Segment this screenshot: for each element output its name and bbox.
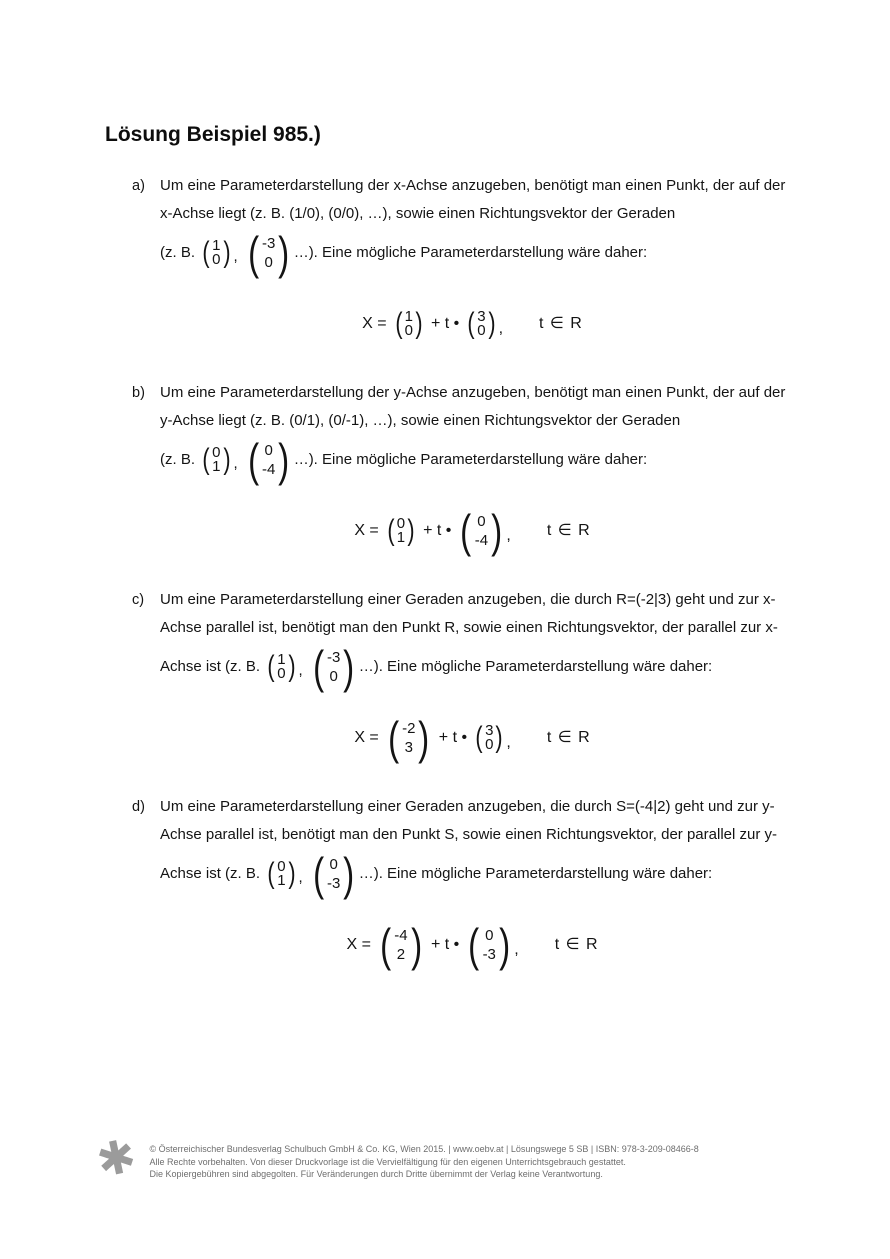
vector-bottom-entry: 1 <box>277 872 286 889</box>
vector-bottom-entry: 0 <box>277 665 286 682</box>
right-paren: ) <box>499 919 511 971</box>
direction-vector <box>466 309 496 339</box>
vector-entries <box>261 234 276 272</box>
text-fragment: (z. B. <box>160 244 200 261</box>
paragraph-line: Achse parallel ist, benötigt man den Punkt S, sowie einen Richtungsvektor, der parallel zur y- <box>160 826 777 843</box>
vector-bottom-entry: 0 <box>264 254 273 271</box>
text-fragment: (z. B. <box>160 451 200 468</box>
part-label: b) <box>132 385 145 401</box>
left-paren: ( <box>267 650 275 683</box>
text-fragment: …). Eine mögliche Parameterdarstellung wäre daher: <box>358 865 713 882</box>
vector-bottom-entry: 1 <box>212 458 221 475</box>
solution-part-a <box>132 172 804 373</box>
right-paren: ) <box>278 227 290 279</box>
right-paren: ) <box>343 641 355 693</box>
copyright-text <box>150 1136 699 1181</box>
text-fragment: …). Eine mögliche Parameterdarstellung wäre daher: <box>293 451 648 468</box>
left-paren: ( <box>247 227 259 279</box>
equation-comma: , <box>506 734 511 751</box>
equation-comma: , <box>498 320 504 337</box>
vector-bottom-entry: -3 <box>327 875 341 892</box>
vector-top-entry: 1 <box>212 237 221 254</box>
vector-entries <box>474 512 489 550</box>
vector-entries <box>404 310 414 338</box>
column-vector <box>246 434 292 486</box>
left-paren: ( <box>247 434 259 486</box>
solution-part-b <box>132 379 804 580</box>
equation-operator: + t • <box>423 522 452 539</box>
paragraph-line-with-vectors <box>160 228 804 278</box>
column-vector <box>266 652 296 682</box>
text-fragment: Achse ist (z. B. <box>160 865 265 882</box>
separator-comma: , <box>298 869 303 886</box>
right-paren: ) <box>491 505 503 557</box>
equation-lhs: X = <box>346 936 371 953</box>
separator-comma: , <box>233 455 238 472</box>
vector-bottom-entry: 0 <box>329 668 338 685</box>
vector-entries <box>276 860 286 888</box>
vector-entries <box>393 926 408 964</box>
vector-bottom-entry: 1 <box>396 529 406 546</box>
vector-bottom-entry: 2 <box>396 946 406 963</box>
right-paren: ) <box>418 712 430 764</box>
paragraph-line-with-vectors <box>160 435 804 485</box>
right-paren: ) <box>287 650 296 683</box>
equation-operator: + t • <box>430 315 460 332</box>
right-paren: ) <box>495 721 504 754</box>
left-paren: ( <box>468 919 480 971</box>
vector-entries <box>482 926 497 964</box>
copyright-line: © Österreichischer Bundesverlag Schulbuch GmbH & Co. KG, Wien 2015. | www.oebv.at | Lösungswege 5 SB | ISBN: 978-3-209-08466-8 <box>149 1144 699 1154</box>
point-vector <box>394 309 424 339</box>
parameter-domain: t ∈ R <box>546 729 591 746</box>
vector-bottom-entry: -4 <box>474 532 489 549</box>
column-vector <box>246 227 292 279</box>
copyright-line: Die Kopiergebühren sind abgegolten. Für Veränderungen durch Dritte übernimmt der Verlag keine Verantwortung. <box>149 1169 603 1179</box>
vector-bottom-entry: 0 <box>212 251 221 268</box>
column-vector <box>311 641 357 693</box>
direction-vector <box>458 505 504 557</box>
equation-formula <box>357 309 503 339</box>
parameter-equation <box>160 505 804 557</box>
text-fragment: …). Eine mögliche Parameterdarstellung wäre daher: <box>358 658 713 675</box>
equation-lhs: X = <box>362 315 387 332</box>
vector-top-entry: -3 <box>262 235 276 252</box>
left-paren: ( <box>467 307 475 340</box>
parameter-equation <box>160 712 804 764</box>
left-paren: ( <box>387 712 399 764</box>
part-body <box>160 586 804 787</box>
part-body <box>160 793 804 994</box>
point-vector <box>378 919 424 971</box>
paragraph-line-with-vectors <box>160 642 804 692</box>
vector-top-entry: 0 <box>329 856 338 873</box>
equation-formula <box>349 505 511 557</box>
left-paren: ( <box>312 848 324 900</box>
right-paren: ) <box>343 848 355 900</box>
right-paren: ) <box>407 514 415 547</box>
vector-entries <box>326 855 341 893</box>
vector-bottom-entry: -3 <box>482 946 496 963</box>
vector-top-entry: 0 <box>477 513 486 530</box>
left-paren: ( <box>312 641 324 693</box>
parameter-domain: t ∈ R <box>539 315 583 332</box>
right-paren: ) <box>222 236 231 269</box>
vector-entries <box>326 648 341 686</box>
left-paren: ( <box>202 236 210 269</box>
paragraph-line: Um eine Parameterdarstellung einer Geraden anzugeben, die durch S=(-4|2) geht und zur y- <box>160 798 775 815</box>
publisher-footer <box>92 1128 699 1188</box>
paragraph-line: x-Achse liegt (z. B. (1/0), (0/0), …), sowie einen Richtungsvektor der Geraden <box>160 205 676 222</box>
right-paren: ) <box>415 307 423 340</box>
paragraph-line-with-vectors <box>160 849 804 899</box>
equation-formula <box>341 919 519 971</box>
parameter-domain: t ∈ R <box>554 936 599 953</box>
vector-entries <box>396 517 406 545</box>
vector-top-entry: 0 <box>396 515 406 532</box>
vector-bottom-entry: 3 <box>404 739 413 756</box>
vector-bottom-entry: 0 <box>477 322 486 339</box>
solution-part-d <box>132 793 804 994</box>
left-paren: ( <box>202 443 210 476</box>
part-label: a) <box>132 178 145 194</box>
vector-entries <box>401 719 416 757</box>
copyright-line: Alle Rechte vorbehalten. Von dieser Druckvorlage ist die Vervielfältigung für den eigenen Unterrichtsgebrauch gestattet. <box>149 1156 626 1167</box>
oebv-asterisk-logo-icon: ✱ <box>92 1128 141 1188</box>
parameter-domain: t ∈ R <box>546 522 591 539</box>
text-fragment: Achse ist (z. B. <box>160 658 265 675</box>
vector-bottom-entry: 0 <box>404 322 413 339</box>
part-label: c) <box>132 592 145 608</box>
equation-lhs: X = <box>354 522 379 539</box>
column-vector <box>201 238 231 268</box>
vector-entries <box>261 441 276 479</box>
equation-lhs: X = <box>354 729 379 746</box>
left-paren: ( <box>395 307 403 340</box>
paragraph-line: y-Achse liegt (z. B. (0/1), (0/-1), …), sowie einen Richtungsvektor der Geraden <box>160 412 681 429</box>
parameter-equation <box>160 301 804 347</box>
vector-top-entry: -4 <box>394 927 408 944</box>
vector-bottom-entry: 0 <box>485 736 494 753</box>
equation-operator: + t • <box>430 936 460 953</box>
column-vector <box>311 848 357 900</box>
left-paren: ( <box>475 721 483 754</box>
direction-vector <box>474 723 504 753</box>
vector-entries <box>211 239 221 267</box>
paragraph-line: Achse parallel ist, benötigt man den Punkt R, sowie einen Richtungsvektor, der parallel zur x- <box>160 619 778 636</box>
point-vector <box>386 516 416 546</box>
left-paren: ( <box>267 857 275 890</box>
equation-operator: + t • <box>438 729 468 746</box>
part-body <box>160 379 804 580</box>
vector-top-entry: 1 <box>404 308 413 325</box>
vector-entries <box>211 446 221 474</box>
right-paren: ) <box>487 307 496 340</box>
vector-entries <box>484 724 494 752</box>
equation-comma: , <box>514 941 519 958</box>
equation-formula <box>349 712 511 764</box>
left-paren: ( <box>460 505 472 557</box>
separator-comma: , <box>233 248 238 265</box>
vector-top-entry: -2 <box>402 720 416 737</box>
direction-vector <box>466 919 512 971</box>
right-paren: ) <box>222 443 231 476</box>
equation-comma: , <box>506 527 511 544</box>
vector-top-entry: -3 <box>327 649 341 666</box>
paragraph-line: Um eine Parameterdarstellung der x-Achse anzugeben, benötigt man einen Punkt, der auf der <box>160 177 786 194</box>
vector-top-entry: 1 <box>277 651 286 668</box>
text-fragment: …). Eine mögliche Parameterdarstellung wäre daher: <box>293 244 648 261</box>
left-paren: ( <box>387 514 395 547</box>
paragraph-line: Um eine Parameterdarstellung einer Geraden anzugeben, die durch R=(-2|3) geht und zur x- <box>160 591 776 608</box>
solution-part-c <box>132 586 804 787</box>
page-title: Lösung Beispiel 985.) <box>105 123 321 147</box>
part-label: d) <box>132 799 145 815</box>
vector-top-entry: 0 <box>264 442 273 459</box>
left-paren: ( <box>380 919 392 971</box>
right-paren: ) <box>278 434 290 486</box>
part-body <box>160 172 804 373</box>
solution-content <box>132 172 804 1000</box>
parameter-equation <box>160 919 804 971</box>
vector-top-entry: 3 <box>485 722 494 739</box>
right-paren: ) <box>410 919 422 971</box>
paragraph-line: Um eine Parameterdarstellung der y-Achse anzugeben, benötigt man einen Punkt, der auf der <box>160 384 786 401</box>
vector-top-entry: 0 <box>485 927 494 944</box>
vector-entries <box>276 653 286 681</box>
vector-top-entry: 0 <box>212 444 221 461</box>
vector-top-entry: 0 <box>277 858 286 875</box>
vector-bottom-entry: -4 <box>262 461 276 478</box>
right-paren: ) <box>287 857 296 890</box>
vector-entries <box>476 310 486 338</box>
column-vector <box>201 445 231 475</box>
column-vector <box>266 859 296 889</box>
point-vector <box>386 712 432 764</box>
separator-comma: , <box>298 662 303 679</box>
vector-top-entry: 3 <box>477 308 486 325</box>
